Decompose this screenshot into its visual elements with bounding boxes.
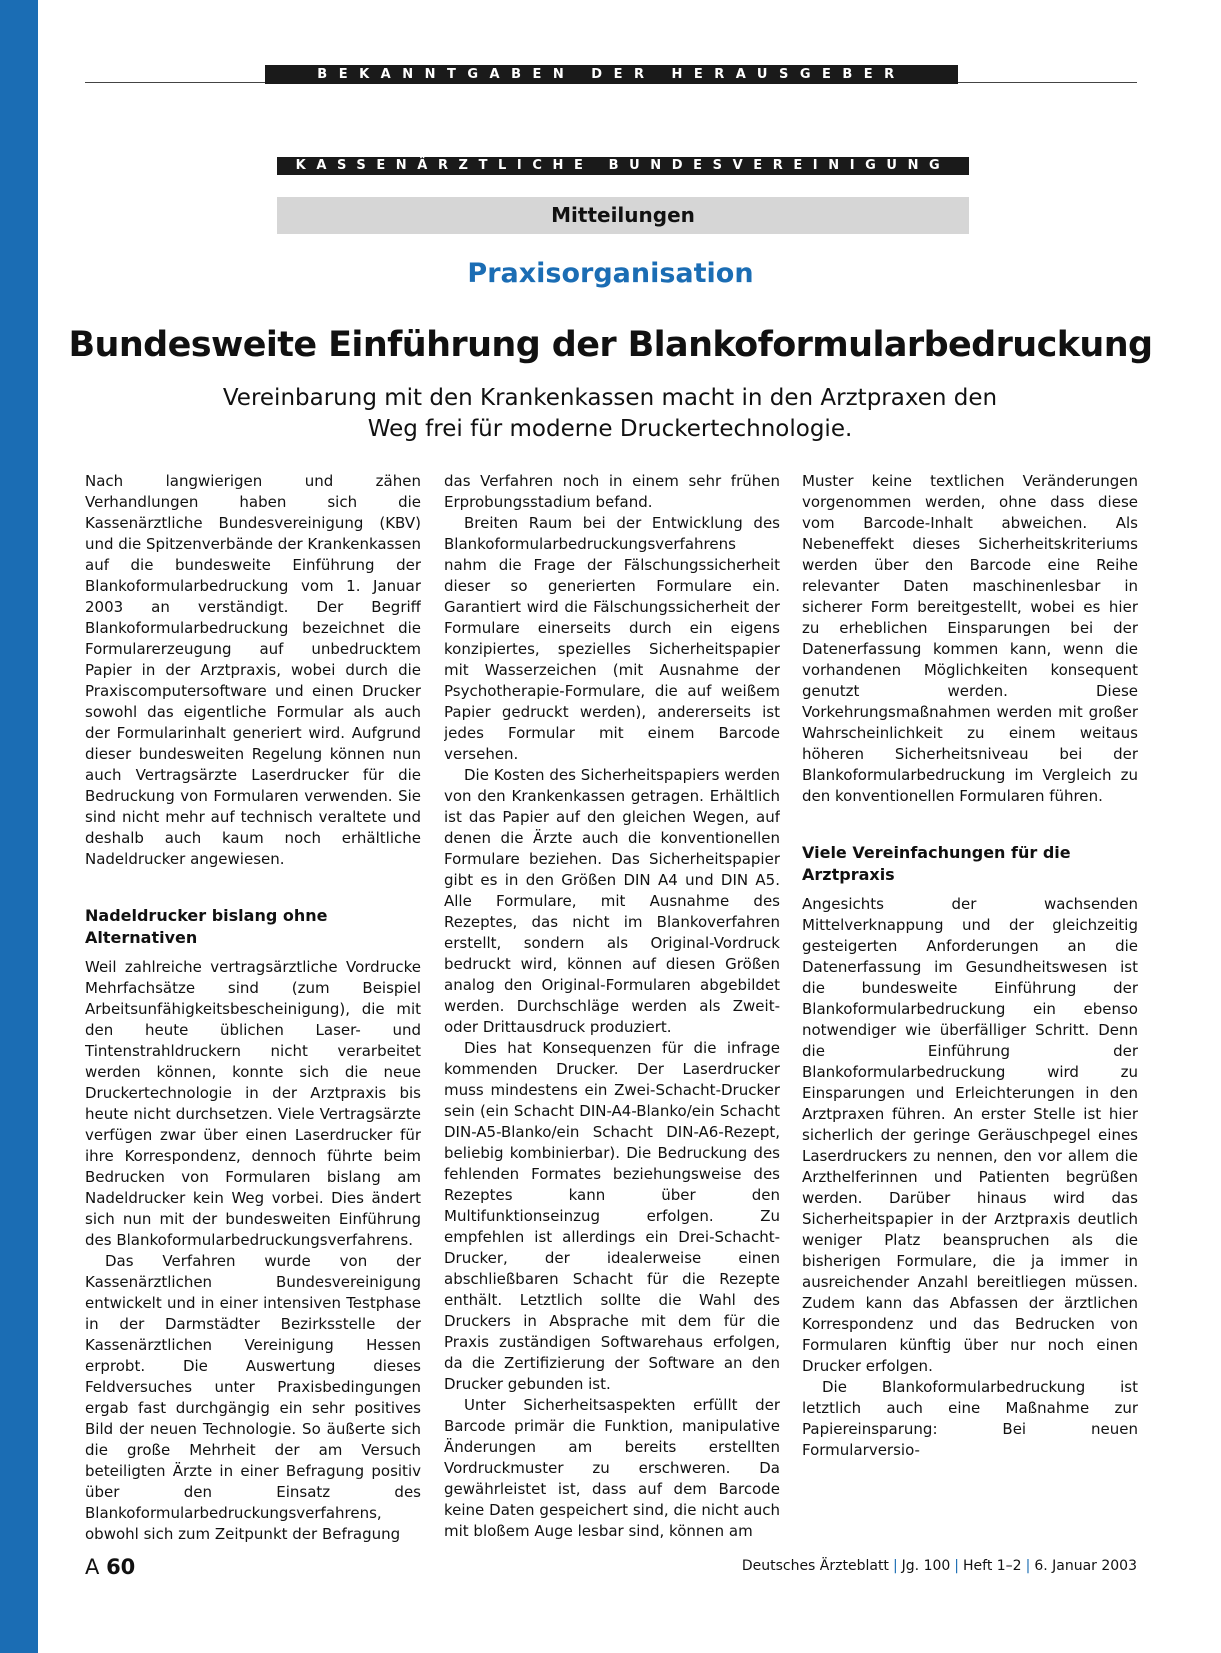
citation-separator: | [954,1558,960,1574]
journal-date: 6. Januar 2003 [1034,1558,1137,1574]
citation-separator: | [892,1558,898,1574]
body-paragraph: Muster keine textlichen Veränderungen vorgenommen werden, ohne dass diese vom Barcode-Inhalt abweichen. Als Nebeneffekt dieses Sicherheitskriteriums werden über den Barcode eine Reihe relevanter Daten maschinenlesbar in sicherer Form bereitgestellt, wobei es hier zu erheblichen Einsparungen bei der Datenerfassung kommen kann, wenn die vorhandenen Möglichkeiten konsequent genutzt werden. Diese Vorkehrungsmaßnahmen werden mit großer Wahrscheinlichkeit zu einem weitaus höheren Sicherheitsniveau bei der Blankoformularbedruckung im Vergleich zu den konventionellen Formularen führen. [802,472,1138,805]
category-label: Mitteilungen [277,197,969,234]
text-column-1 [85,471,421,1561]
page-number-value: 60 [106,1555,136,1579]
article-subtitle: Vereinbarung mit den Krankenkassen macht in den Arztpraxen den Weg frei für moderne Druckertechnologie. [222,385,998,442]
section-heading: Nadeldrucker bislang ohne Alternativen [85,906,328,947]
body-paragraph: Unter Sicherheitsaspekten erfüllt der Barcode primär die Funktion, manipulative Änderungen am bereits erstellten Vordruckmuster zu erschweren. Da gewährleistet ist, dass auf dem Barcode keine Daten gespeichert sind, die nicht auch mit bloßem Auge lesbar sind, können am [444,1396,780,1540]
citation-separator: | [1025,1558,1031,1574]
body-paragraph: Breiten Raum bei der Entwicklung des Blankoformularbedruckungsverfahrens nahm die Frage der Fälschungssicherheit dieser so generierten Formulare ein. Garantiert wird die Fälschungssicherheit der Formulare einerseits durch ein eigens konzipiertes, spezielles Sicherheitspapier mit Wasserzeichen (mit Ausnahme der Psychotherapie-Formulare, die auf weißem Papier gedruckt werden), andererseits ist jedes Formular mit einem Barcode versehen. [444,514,780,763]
organization-banner: KASSENÄRZTLICHE BUNDESVEREINIGUNG [277,157,969,175]
body-paragraph: Nach langwierigen und zähen Verhandlungen haben sich die Kassenärztliche Bundesvereinigung (KBV) und die Spitzenverbände der Krankenkassen auf die bundesweite Einführung der Blankoformularbedruckung vom 1. Januar 2003 an verständigt. Der Begriff Blankoformularbedruckung bezeichnet die Formularerzeugung auf unbedrucktem Papier in der Arztpraxis, wobei durch die Praxiscomputersoftware und einen Drucker sowohl das eigentliche Formular als auch der Formularinhalt generiert wird. Aufgrund dieser bundesweiten Regelung können nun auch Vertragsärzte Laserdrucker für die Bedruckung von Formularen verwenden. Sie sind nicht mehr auf technisch veraltete und deshalb auch kaum noch erhältliche Nadeldrucker angewiesen. [85,472,421,868]
article-kicker: Praxisorganisation [467,258,754,289]
section-banner: BEKANNTGABEN DER HERAUSGEBER [265,65,958,84]
body-paragraph: Die Blankoformularbedruckung ist letztlich auch eine Maßnahme zur Papiereinsparung: Bei neuen Formularversio- [802,1378,1138,1459]
article-title: Bundesweite Einführung der Blankoformularbedruckung [68,325,1153,365]
journal-issue: Heft 1–2 [963,1558,1022,1574]
page-number [85,1555,135,1579]
body-paragraph: Das Verfahren wurde von der Kassenärztlichen Bundesvereinigung entwickelt und in einer intensiven Testphase in der Darmstädter Bezirksstelle der Kassenärztlichen Vereinigung Hessen erprobt. Die Auswertung dieses Feldversuches unter Praxisbedingungen ergab fast durchgängig ein sehr positives Bild der neuen Technologie. So äußerte sich die große Mehrheit der am Versuch beteiligten Ärzte in einer Befragung positiv über den Einsatz des Blankoformularbedruckungsverfahrens, obwohl sich zum Zeitpunkt der Befragung [85,1252,421,1543]
journal-volume: Jg. 100 [901,1558,951,1574]
body-paragraph: Die Kosten des Sicherheitspapiers werden von den Krankenkassen getragen. Erhältlich ist das Papier auf den gleichen Wegen, auf denen die Ärzte auch die konventionellen Formulare beziehen. Das Sicherheitspapier gibt es in den Größen DIN A4 und DIN A5. Alle Formulare, mit Ausnahme des Rezeptes, das nicht im Blankoverfahren erstellt, sondern als Original-Vordruck bedruckt wird, können auf diesen Größen analog den Original-Formularen abgebildet werden. Durchschläge werden als Zweit- oder Drittausdruck produziert. [444,766,780,1036]
journal-name: Deutsches Ärzteblatt [741,1558,889,1574]
body-paragraph: Angesichts der wachsenden Mittelverknappung und der gleichzeitig gesteigerten Anforderungen an die Datenerfassung im Gesundheitswesen ist die bundesweite Einführung der Blankoformularbedruckung ein ebenso notwendiger wie überfälliger Schritt. Denn die Einführung der Blankoformularbedruckung wird zu Einsparungen und Erleichterungen in den Arztpraxen führen. An erster Stelle ist hier sicherlich der geringe Geräuschpegel eines Laserdruckers zu nennen, den vor allem die Arzthelferinnen und Patienten begrüßen werden. Darüber hinaus wird das Sicherheitspapier in der Arztpraxis deutlich weniger Platz beanspruchen als die bisherigen Formulare, die ja immer in ausreichender Anzahl bereitliegen müssen. Zudem kann das Abfassen der ärztlichen Korrespondenz und das Bedrucken von Formularen künftig über nur noch einen Drucker erfolgen. [802,895,1138,1375]
text-column-2 [444,471,780,1561]
journal-citation [742,1558,1137,1574]
body-paragraph: Dies hat Konsequenzen für die infrage kommenden Drucker. Der Laserdrucker muss mindestens ein Zwei-Schacht-Drucker sein (ein Schacht DIN-A4-Blanko/ein Schacht DIN-A5-Blanko/ein Schacht DIN-A6-Rezept, beliebig kombinierbar). Die Bedruckung des fehlenden Formates beziehungsweise des Rezeptes kann über den Multifunktionseinzug erfolgen. Zu empfehlen ist allerdings ein Drei-Schacht-Drucker, der idealerweise einen abschließbaren Schacht für die Rezepte enthält. Letztlich sollte die Wahl des Druckers in Absprache mit dem für die Praxis zuständigen Softwarehaus erfolgen, da die Zertifizierung der Software an den Drucker gebunden ist. [444,1039,780,1393]
page-prefix: A [85,1555,100,1579]
section-heading: Viele Vereinfachungen für die Arztpraxis [802,843,1071,884]
body-paragraph: Weil zahlreiche vertragsärztliche Vordrucke Mehrfachsätze sind (zum Beispiel Arbeitsunfähigkeitsbescheinigung), die mit den heute üblichen Laser- und Tintenstrahldruckern nicht verarbeitet werden können, konnte sich die neue Druckertechnologie in der Arztpraxis bis heute nicht durchsetzen. Viele Vertragsärzte verfügen zwar über einen Laserdrucker für ihre Korrespondenz, dennoch führte beim Bedrucken von Formularen bislang am Nadeldrucker kein Weg vorbei. Dies ändert sich nun mit der bundesweiten Einführung des Blankoformularbedruckungsverfahrens. [85,958,421,1249]
left-color-stripe [0,0,38,1653]
body-paragraph: das Verfahren noch in einem sehr frühen Erprobungsstadium befand. [444,472,780,511]
page-footer [85,1555,1137,1581]
text-column-3 [802,471,1138,1561]
